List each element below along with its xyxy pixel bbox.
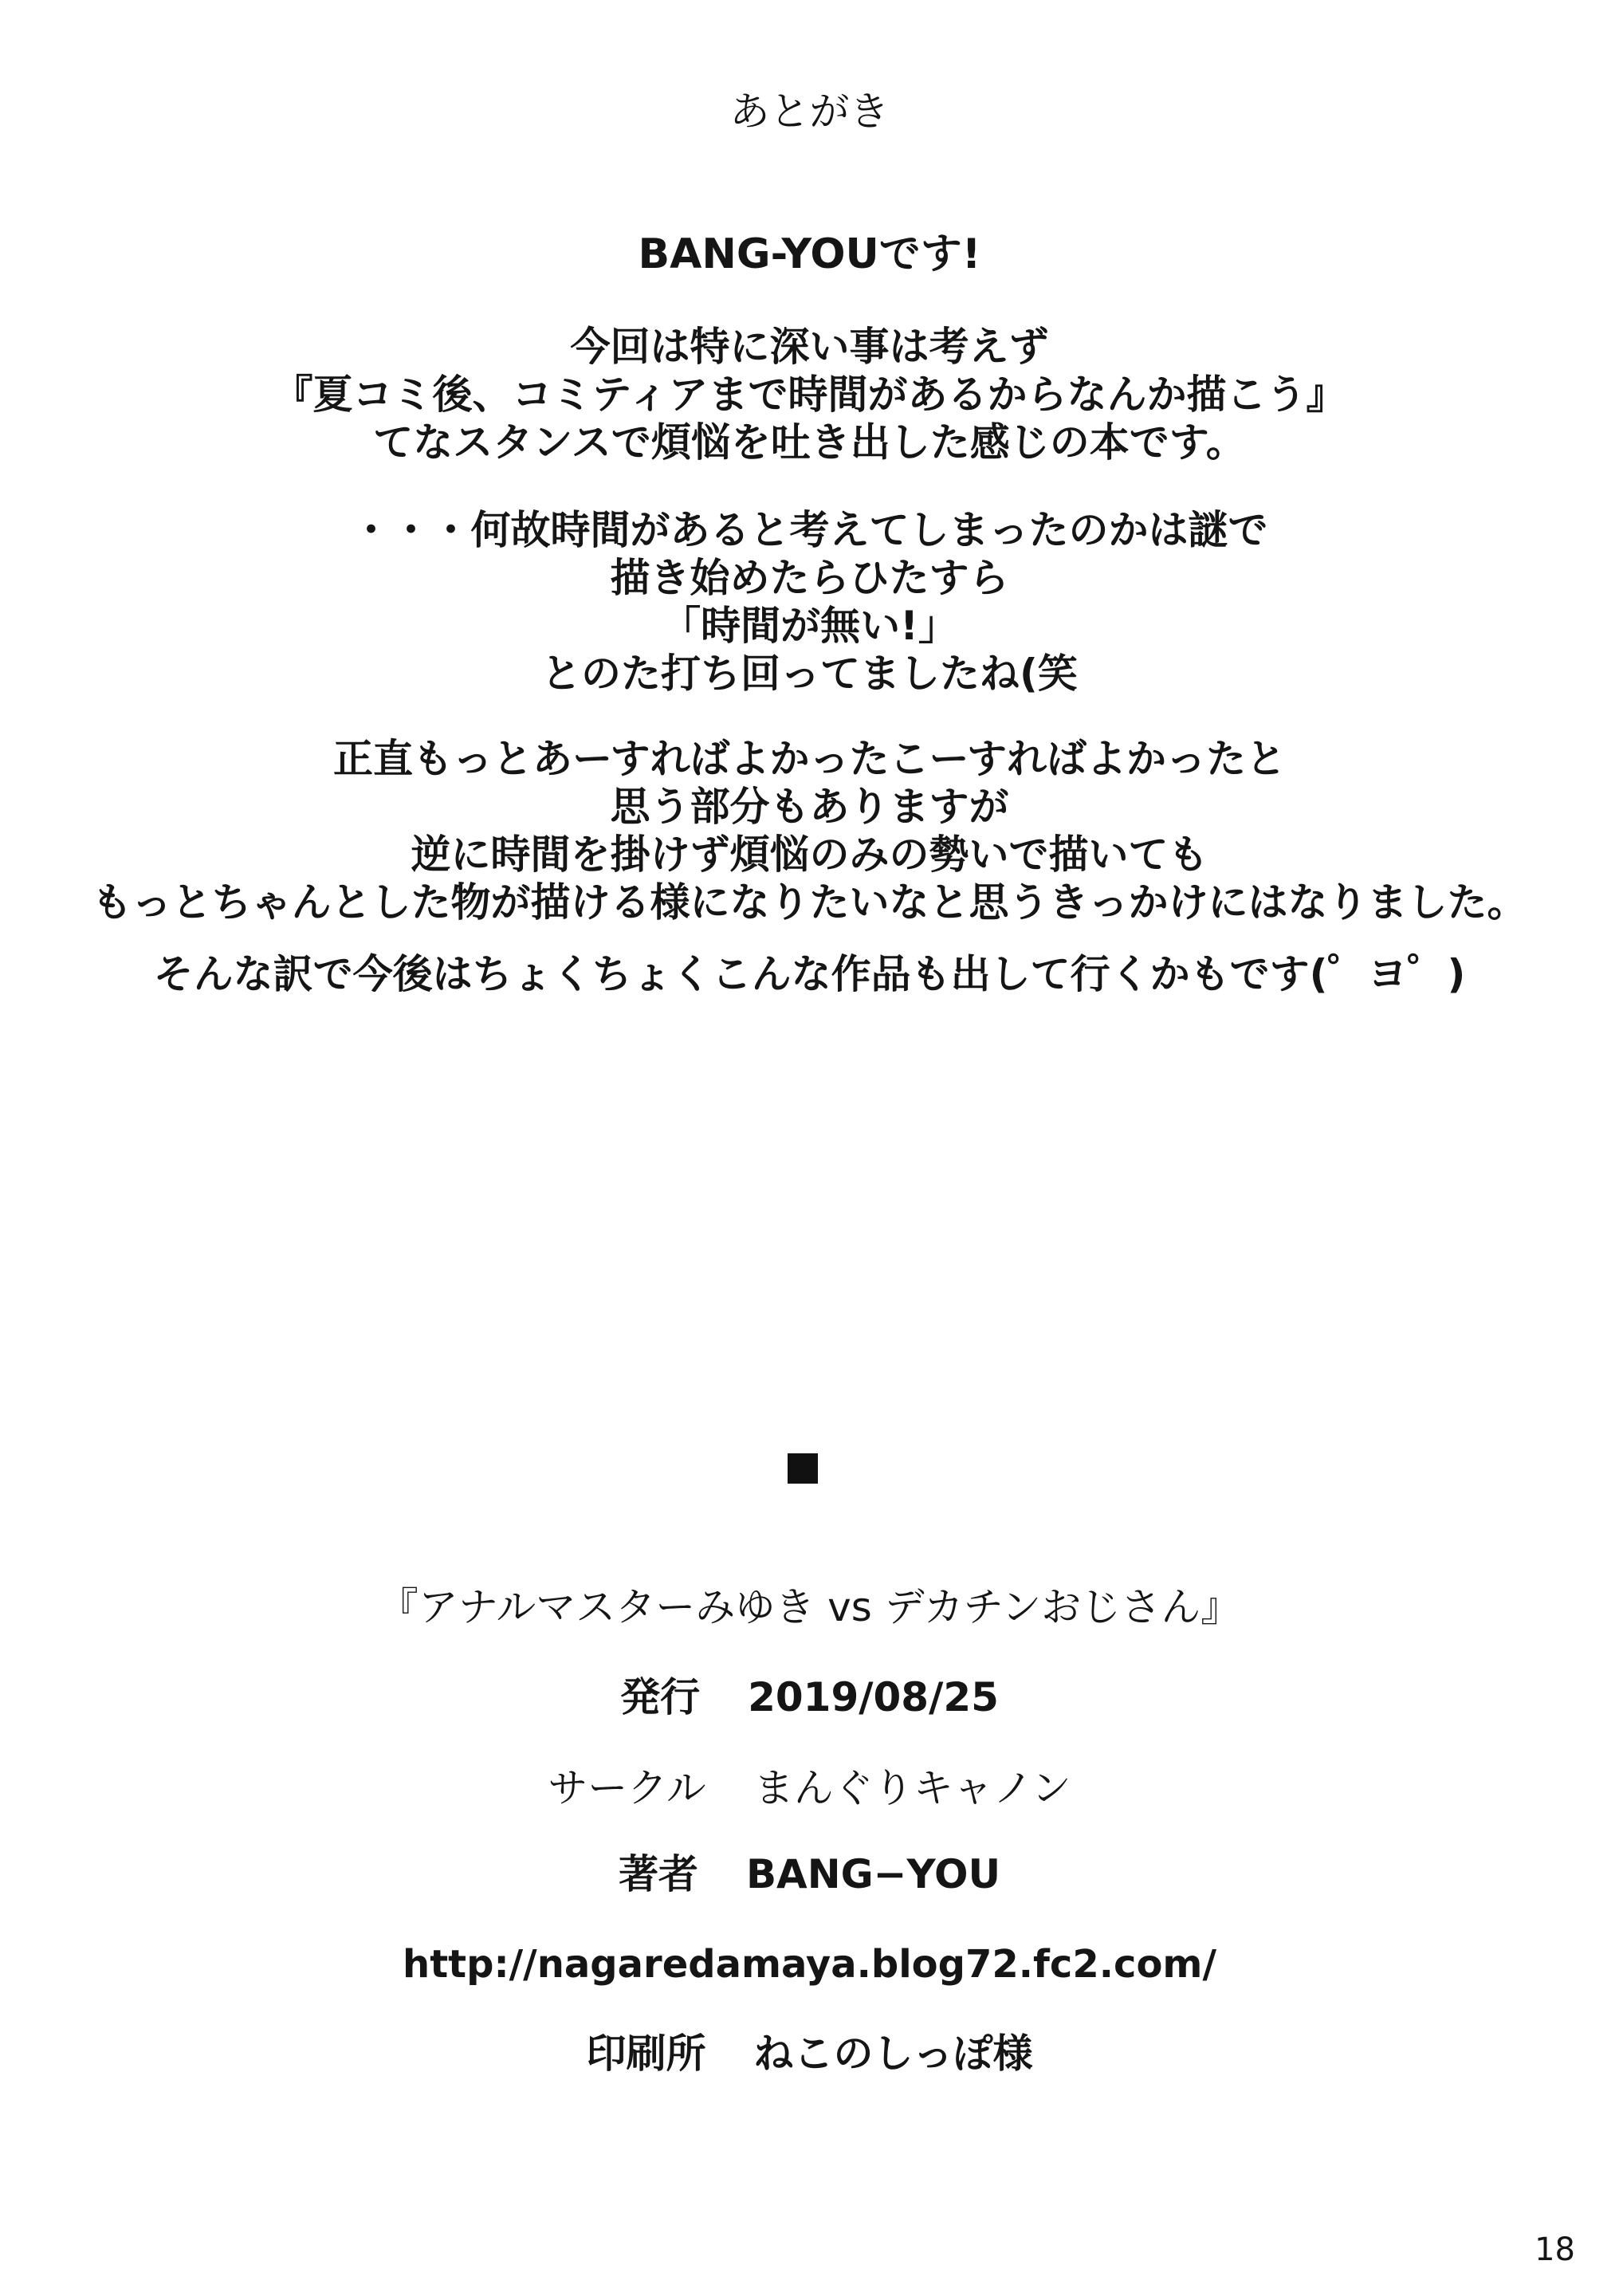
afterword-paragraph-1 (0, 323, 1619, 466)
author-name: BANG−YOU (745, 1851, 1001, 1897)
paragraph-line: 逆に時間を掛けず煩悩のみの勢いで描いても (411, 832, 1208, 878)
colophon-author-row (0, 1850, 1619, 1899)
paragraph-line: 思う部分もありますが (610, 784, 1009, 830)
paragraph-line: 描き始めたらひたすら (610, 555, 1009, 601)
published-label: 発行 (620, 1674, 701, 1720)
colophon-printer-row (0, 2029, 1619, 2078)
colophon-published-row (0, 1673, 1619, 1722)
paragraph-line: そんな訳で今後はちょくちょくこんな作品も出して行くかもです(゜ヨ゜) (153, 951, 1466, 997)
colophon-circle-row (0, 1763, 1619, 1813)
printer-label: 印刷所 (586, 2031, 706, 2077)
paragraph-line: ・・・何故時間があると考えてしまったのかは謎で (351, 507, 1268, 553)
paragraph-line: 正直もっとあーすればよかったこーすればよかったと (333, 736, 1286, 782)
circle-name: まんぐりキャノン (753, 1765, 1071, 1811)
printer-name: ねこのしっぽ様 (753, 2031, 1033, 2077)
paragraph-line: とのた打ち回ってましたね(笑 (541, 651, 1078, 697)
paragraph-line: てなスタンスで煩悩を吐き出した感じの本です。 (373, 419, 1246, 466)
author-greeting: BANG-YOUです! (638, 230, 981, 278)
afterword-paragraph-3 (0, 735, 1619, 926)
page-number: 18 (1535, 2231, 1575, 2268)
circle-label: サークル (548, 1765, 706, 1811)
paragraph-line: 「時間が無い!」 (661, 603, 958, 649)
afterword-paragraph-2 (0, 506, 1619, 698)
afterword-title: あとがき (729, 88, 890, 135)
colophon-book-title: 『アナルマスターみゆき vs デカチンおじさん』 (378, 1584, 1241, 1630)
paragraph-line: もっとちゃんとした物が描ける様になりたいなと思うきっかけにはなりました。 (92, 879, 1527, 926)
afterword-paragraph-4 (0, 950, 1619, 998)
colophon-url: http://nagaredamaya.blog72.fc2.com/ (403, 1942, 1216, 1987)
author-label: 著者 (618, 1851, 698, 1897)
section-divider-square (788, 1453, 818, 1484)
paragraph-line: 『夏コミ後、コミティアまで時間があるからなんか描こう』 (273, 372, 1346, 418)
published-date: 2019/08/25 (748, 1674, 999, 1720)
paragraph-line: 今回は特に深い事は考えず (570, 324, 1049, 370)
